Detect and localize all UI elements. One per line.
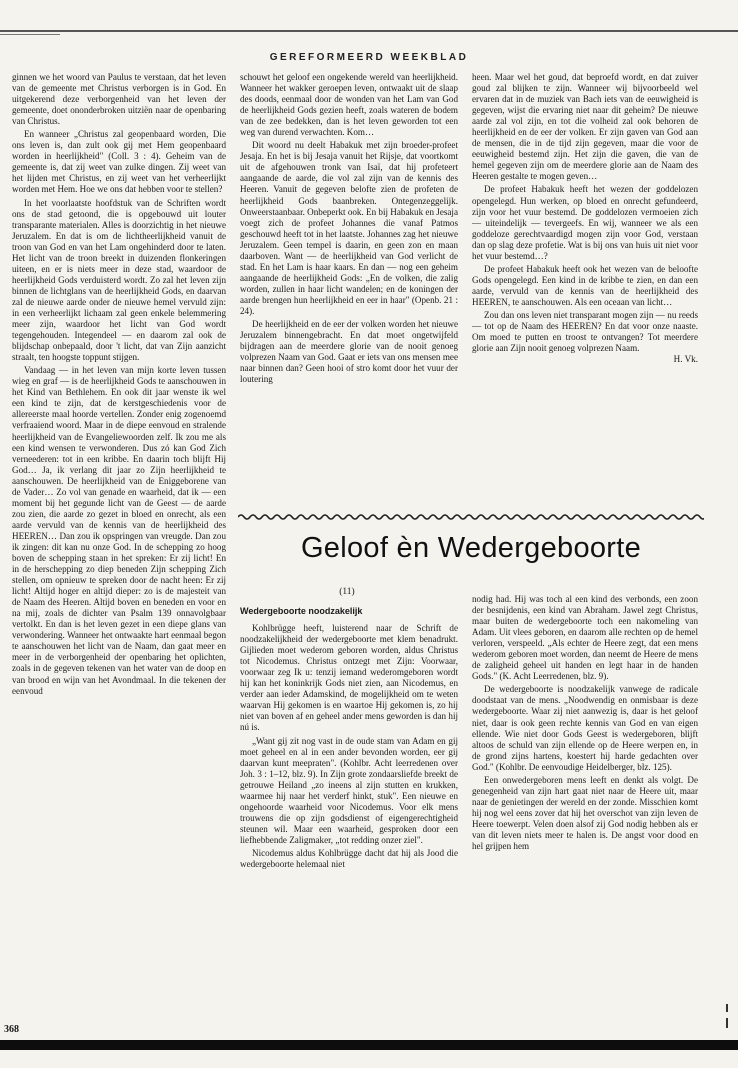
bottom-bar bbox=[0, 1040, 738, 1050]
paragraph: Kohlbrügge heeft, luisterend naar de Schrift de noodzakelijkheid der wedergeboorte met klem benadrukt. Gijlieden moet wederom geboren worden, aldus Christus tot Nicodemus. Christus ontzegt met Zijn: Voorwaar, voorwaar zeg Ik u: tenzij iemand wederomgeboren wordt hij kan het koninkrijk Gods niet zien, aan Nicodemus, en verder aan ieder Adamskind, de mogelijkheid om te weten waarvan Hij gekomen is en waartoe Hij gekomen is, zo hij niet van boven af en geheel ander mens geworden is dan hij nú is. bbox=[240, 623, 458, 733]
wavy-divider bbox=[238, 512, 704, 522]
paragraph: En wanneer „Christus zal geopenbaard worden, Die ons leven is, dan zult ook gij met Hem geopenbaard worden in heerlijkheid" (Coll. 3 : 4). Geheim van de gemeente is, dat zij weet van zulke dingen. Zij weet van het lijden met Christus, en zij weet van het verheerlijkt worden met Hem. Hoe we ons dat hebben voor te stellen? bbox=[12, 129, 226, 195]
paragraph: De wedergeboorte is noodzakelijk vanwege de radicale doodstaat van de mens. „Noodwendig en onmisbaar is deze wedergeboorte. Waar zij niet aanwezig is, daar is het geloof niet, daar is ook geen rechte kennis van God en van eigen ellende. Wie niet door Gods Geest is wedergeboren, blijft altoos de schuld van zijn ellende op de Heere werpen en, in de grond zijns hartens, koestert hij harde gedachten over God." (Kohlbr. De eenvoudige Heidelberger, blz. 125). bbox=[472, 684, 698, 772]
paragraph: „Want gij zit nog vast in de oude stam van Adam en gij moet geheel en al in een ander bevonden worden, eer gij daarvan kunt meepraten". (Kohlbr. Acht leerredenen over Joh. 3 : 1–12, blz. 9). In Zijn grote zondaarsliefde breekt de getrouwe Heiland „zo ineens al zijn stutten en krukken, waarmee hij naar het verderf hinkt, stuk". Een nieuwe en ongehoorde waarheid voor Nicodemus. Voor elk mens trouwens die op zijn godsdienst of eigengerechtigheid steunen wil. Maar een waarheid, gesproken door een liefhebbende Zaligmaker, „tot redding onzer ziel". bbox=[240, 735, 458, 845]
article-title: Geloof èn Wedergeboorte bbox=[300, 532, 642, 564]
article-subheading: Wedergeboorte noodzakelijk bbox=[240, 606, 363, 616]
article-column-2 bbox=[472, 594, 698, 852]
paragraph: De profeet Habakuk heeft ook het wezen van de beloofte Gods opengelegd. Een kind in de kribbe te zien, en dan een aarde, vervuld van de kennis van de heerlijkheid des HEEREN, te aanschouwen. Als een oceaan van licht… bbox=[472, 263, 698, 307]
paragraph: De heerlijkheid en de eer der volken worden het nieuwe Jeruzalem binnengebracht. En dat moet ongetwijfeld bijdragen aan de meerdere glorie van de nooit genoeg volprezen Naam van God. Gaat er iets van ons mensen mee naar binnen dan? Geen hooi of stro komt door het vuur der loutering bbox=[240, 319, 458, 385]
paragraph: In het voorlaatste hoofdstuk van de Schriften wordt ons de stad getoond, die is opgebouwd uit louter transparante materialen. Alles is doorzichtig in het nieuwe Jeruzalem. En dat is om de lichtheerlijkheid vanuit de troon van God en van het Lam ongehinderd door te laten. Het licht van de troon breekt in duizenden flonkeringen uiteen, en er is niets meer in deze stad, waardoor de heerlijkheid Gods verduisterd wordt. Zo zal het leven zijn binnen de lichtglans van de heerlijkheid Gods, en daarvan zal de nieuwe aarde onder de nieuwe hemel vervuld zijn: in een verheerlijkt lichaam zal geen enkele belemmering meer zijn, waardoor het licht van God wordt tegengehouden. Integendeel — en daarom zal ook de blijdschap onbepaald, door 't licht, dat van Zijn aanzicht straalt, ten hoogste toppunt stijgen. bbox=[12, 197, 226, 363]
article-number: (11) bbox=[339, 587, 355, 597]
column-2 bbox=[240, 72, 458, 385]
author-signature: H. Vk. bbox=[673, 354, 698, 365]
column-1 bbox=[12, 72, 226, 697]
column-3 bbox=[472, 72, 698, 365]
article-column-1 bbox=[240, 606, 458, 870]
paragraph: Vandaag — in het leven van mijn korte leven tussen wieg en graf — is de heerlijkheid Gods te aanschouwen in het Kind van Bethlehem. En ook dit jaar wenste ik wel een kind te zijn, dat de kerstgeschiedenis voor de allereerste maal hoorde vertellen. Zonder enig zogenoemd verfraaiend woord. Maar in de diepe eenvoud en stralende heerlijkheid van de Evangeliewoorden zelf. Ik zou me als een kind wensen te verwonderen. Dus zó kan God Zich verneederen: tot in een kribbe. En daarin toch blijft Hij God… Ja, ik verlang dit jaar zo Zijn heerlijkheid te aanschouwen. De heerlijkheid van de Eniggeborene van de Vader… Zo vol van genade en waarheid, dat ik — een moment bij het gegunde licht van de Geest — de aarde zou zien, die aarde zo gezet in bloed en onrecht, als een aarde vervuld van de kennis van de heerlijkheid des HEEREN… Dan zou ik opspringen van vreugde. Dan zou ik zingen: dit kan nu onze God. In de schepping zo hoog boven de schepping staan in het spreken: Er zij licht! En in de herschepping zo diep beneden Zijn schepping Zich stellen, om opnieuw te spreken door de nacht heen: Er zij licht! Altijd hoger en altijd dieper: zo is de majesteit van de Naam des Heeren. Altijd boven en beneden en voor en na mij, zoals de dichter van Psalm 139 onnavolgbaar vertolkt. En dan is het leven gezet in een diepe glans van verwondering. Wanneer het ontwaakte hart eenmaal begon te aanschouwen het licht van de Naam, dan gaat meer en meer in de verborgenheid der openbaring het oplichten, zoals in de gegeven tekenen van het water van de doop en van brood en wijn van het Avondmaal. In die tekenen der eenvoud bbox=[12, 365, 226, 696]
top-rule bbox=[0, 30, 738, 32]
top-rule-short bbox=[0, 34, 60, 35]
publication-header: GEREFORMEERD WEEKBLAD bbox=[269, 52, 469, 63]
page-number: 368 bbox=[4, 1024, 19, 1035]
paragraph: Dit woord nu deelt Habakuk met zijn broeder-profeet Jesaja. En het is bij Jesaja vanuit het Rijsje, dat voortkomt uit de afgehouwen tronk van Isaï, dat hij profeteert aangaande de aarde, die vol zal zijn van de kennis des Heeren. Vanuit de gegeven belofte zien de profeten de heerlijkheid Gods baanbreken. Ontegenzeggelijk. Onweerstaanbaar. Onbeperkt ook. En bij Habakuk en Jesaja voegt zich de profeet Johannes die vanaf Patmos geschouwd heeft tot in het laatste. Johannes zag het nieuwe Jeruzalem. Geen tempel is daarin, en geen zon en maan daarboven. Want — de heerlijkheid van God verlicht de stad. En het Lam is haar kaars. En dan — nog een geheim aangaande de heerlijkheid Gods: „En de volken, die zalig worden, zullen in haar licht wandelen; en de koningen der aarde brengen hun heerlijkheid en eer in haar" (Openb. 21 : 24). bbox=[240, 140, 458, 316]
paragraph: Zou dan ons leven niet transparant mogen zijn — nu reeds — tot op de Naam des HEEREN? En dat voor onze naaste. Om moed te putten en troost te ontvangen? Tot meerdere glorie aan Zijn nooit genoeg volprezen Naam. bbox=[472, 309, 698, 354]
paragraph: De profeet Habakuk heeft het wezen der goddelozen opengelegd. Hun werken, op bloed en onrecht gefundeerd, zijn voor het vuur bestemd. De goddelozen vermoeien zich — uiteindelijk — tevergeefs. En wij, wanneer we als een goddeloze gerechtvaardigd mogen zijn voor God, verstaan dan op slag deze profetie. Wat is bij ons van huis uit niet voor het vuur bestemd…? bbox=[472, 184, 698, 261]
paragraph: ginnen we het woord van Paulus te verstaan, dat het leven van de gemeente met Christus verborgen is in God. En uitgekerend deze verborgenheid van het leven der gemeente, doet ononderbroken uitziën naar de openbaring van Christus. bbox=[12, 72, 226, 127]
edge-mark bbox=[726, 1018, 728, 1028]
paragraph: Een onwedergeboren mens leeft en denkt als volgt. De genegenheid van zijn hart gaat niet naar de Heere uit, maar naar de genietingen der wereld en der zonde. Misschien komt hij nog wel eens zover dat hij het overschot van zijn leven de Heere toewerpt. Velen doen alsof zij God nodig hebben als er van dit leven niets meer te halen is. De angst voor dood en hel grijpen hem bbox=[472, 774, 698, 852]
paragraph: heen. Maar wel het goud, dat beproefd wordt, en dat zuiver goud zal blijken te zijn. Wanneer wij bijvoorbeeld wel ervaren dat in de muziek van Bach iets van de eeuwigheid is gegeven, wijst die ervaring niet naar dit geheim? De nieuwe aarde zal vol zijn, en tot die volheid zal ook behoren de heerlijkheid en de eer der volken. Er zijn gaven van God aan de mensen, die in de tijd zijn gegeven, maar die voor de eeuwigheid bestemd zijn. Het zijn die gaven, die van de hemel gegeven zijn om de meerdere glorie aan de Naam des Heeren gestalte te mogen geven… bbox=[472, 72, 698, 182]
paragraph: Nicodemus aldus Kohlbrügge dacht dat hij als Jood die wedergeboorte helemaal niet bbox=[240, 847, 458, 870]
edge-mark bbox=[726, 1004, 728, 1012]
paragraph: schouwt het geloof een ongekende wereld van heerlijkheid. Wanneer het wakker geroepen leven, ontwaakt uit de slaap des doods, eenmaal door de wonden van het Lam van God de heerlijkheid Gods gezien heeft, zoals wateren de bodem van de zee bedekken, dan is het leven geworden tot een weg van durend verwachten. Kom… bbox=[240, 72, 458, 138]
paragraph: nodig had. Hij was toch al een kind des verbonds, een zoon der besnijdenis, een kind van Abraham. Jawel zegt Christus, maar buiten de wedergeboorte toch een nakomeling van Adam. Uit vlees geboren, en daarom alle rechten op de hemel verloren, verspeeld. „Als echter de Heere zegt, dat een mens wederom geboren moet worden, dan neemt de Heere de mens de zaligheid geheel uit handen en legt haar in de handen Gods." (K. Acht Leerredenen, blz. 9). bbox=[472, 594, 698, 682]
signature-line bbox=[472, 354, 698, 365]
